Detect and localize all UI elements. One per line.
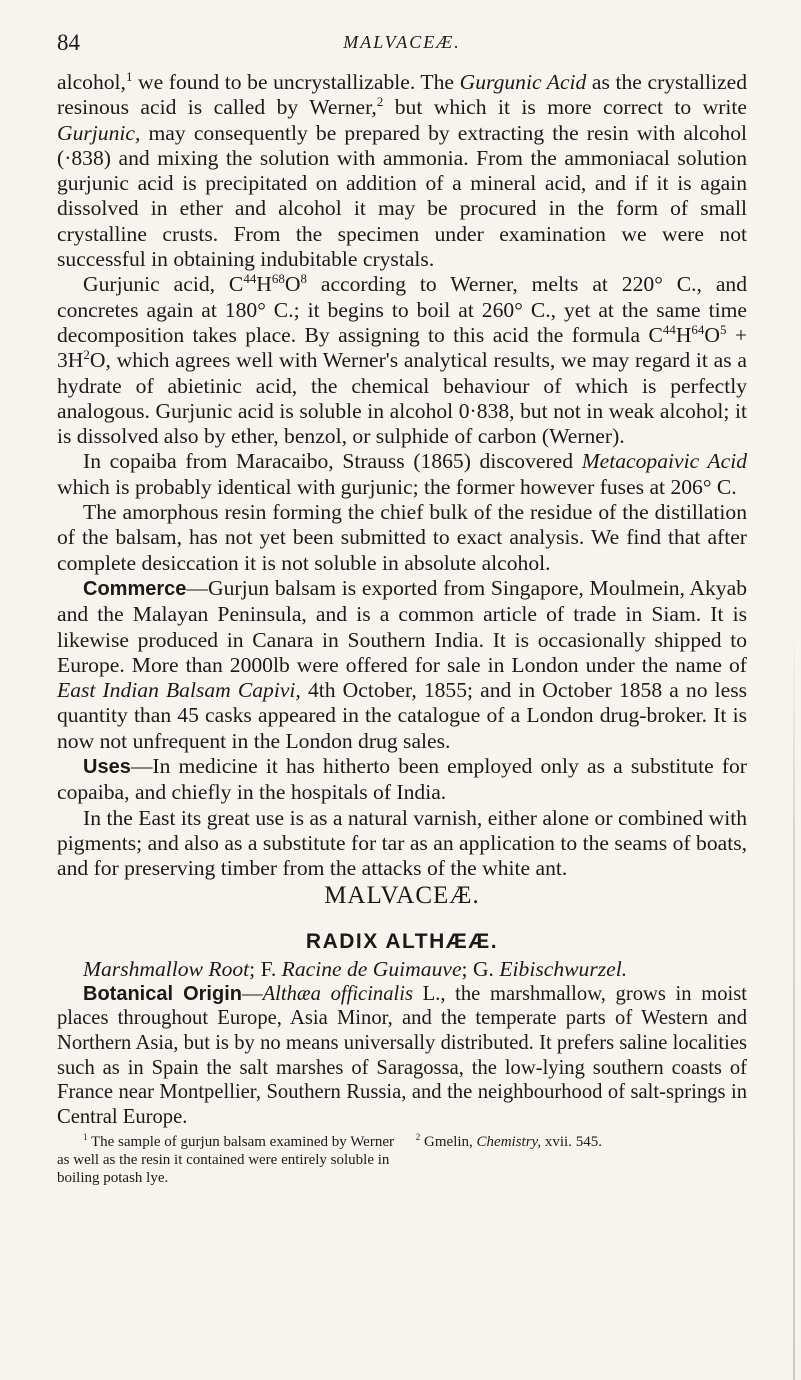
page-body: [57, 70, 747, 1187]
running-title: MALVACEÆ.: [343, 32, 461, 52]
footnote-2: $^2$ Gmelin, Chemistry, xvii. 545.: [415, 1132, 602, 1151]
footnote-ref-2: 2: [376, 94, 384, 110]
paragraph-metacopaivic: In copaiba from Maracaibo, Strauss (1865) discovered Metacopaivic Acid which is probably identical with gurjunic; the former however fuses at 206° C.: [57, 449, 748, 499]
paragraph-east-uses: In the East its great use is as a natural varnish, either alone or combined with pigments; and also as a substitute for tar as an application to the seams of boats, and for preserving timber from the attacks of the white ant.: [57, 805, 747, 881]
term-gurgunic-acid: Gurgunic Acid: [459, 70, 587, 94]
section-title: MALVACEÆ.: [324, 881, 480, 909]
paragraph-amorphous-resin: The amorphous resin forming the chief bulk of the residue of the distillation of the balsam, has not yet been submitted to exact analysis. We find that after complete desiccation it is not soluble in absolute alcohol.: [57, 500, 747, 575]
footnotes: [57, 1133, 747, 1187]
paragraph-commerce: Commerce—Gurjun balsam is exported from Singapore, Moulmein, Akyab and the Malayan Peninsula, and is a common article of trade in Siam. It is likewise produced in Canara in Southern India. It is occasionally shipped to Europe. More than 2000lb were offered for sale in London under the name of East Indian Balsam Capivi, 4th October, 1855; and in October 1858 a no less quantity than 45 casks appeared in the catalogue of a London drug-broker. It is now not unfrequent in the London drug sales.: [57, 575, 747, 753]
term-metacopaivic-acid: Metacopaivic Acid: [581, 449, 748, 474]
footnote-1: $^1$ The sample of gurjun balsam examined by Werner as well as the resin it contained were entirely soluble in boiling potash lye.: [57, 1132, 394, 1187]
term-althaea-officinalis: Althæa officinalis: [262, 982, 413, 1005]
footnote-ref-1: 1: [125, 68, 133, 84]
paragraph-uses: Uses—In medicine it has hitherto been employed only as a substitute for copaiba, and chiefly in the hospitals of India.: [57, 754, 747, 805]
page-edge-shadow: [793, 620, 795, 1380]
drug-title: RADIX ALTHÆÆ.: [305, 929, 499, 953]
page-header: [57, 30, 747, 60]
page-number: 84: [57, 30, 80, 55]
term-east-indian-balsam: East Indian Balsam Capivi,: [57, 678, 301, 703]
paragraph-botanical-origin: Botanical Origin—Althæa officinalis L., the marshmallow, grows in moist places throughout Europe, Asia Minor, and the temperate parts of Western and Northern Asia, but is by no means universally distributed. It prefers saline localities such as in Spain the salt marshes of Saragossa, the low-lying southern coasts of France near Montpellier, Southern Russia, and the neighbourhood of salt-springs in Central Europe.: [57, 982, 747, 1128]
heading-commerce: Commerce: [83, 577, 187, 600]
paragraph-gurjunic-prep: alcohol,$^1$ we found to be uncrystallizable. The Gurgunic Acid as the crystallized resinous acid is called by Werner,$^2$ but which it is more correct to write Gurjunic, may consequently be prepared by extracting the resin with alcohol (·838) and mixing the solution with ammonia. From the ammoniacal solution gurjunic acid is precipitated on addition of a mineral acid, and if it is again dissolved in ether and alcohol it may be procured in the form of small crystalline crusts. From the specimen under examination we were not successful in obtaining indubitable crystals.: [57, 68, 748, 272]
paragraph-gurjunic-properties: Gurjunic acid, $C^{44}H^{68}O^8$ according to Werner, melts at 220° C., and concretes again at 180° C.; it begins to boil at 260° C., yet at the same time decomposition takes place. By assigning to this acid the formula $C^{44}H^{64}O^5 + 3H^2O$, which agrees well with Werner's analytical results, we may regard it as a hydrate of abietinic acid, the chemical behaviour of which is perfectly analogous. Gurjunic acid is soluble in alcohol 0·838, but not in weak alcohol; it is dissolved also by ether, benzol, or sulphide of carbon (Werner).: [57, 271, 748, 449]
common-names: Marshmallow Root; F. Racine de Guimauve; G. Eibischwurzel.: [83, 956, 628, 981]
heading-botanical-origin: Botanical Origin: [83, 982, 242, 1005]
heading-uses: Uses: [83, 756, 131, 779]
term-gurjunic: Gurjunic,: [57, 120, 141, 145]
